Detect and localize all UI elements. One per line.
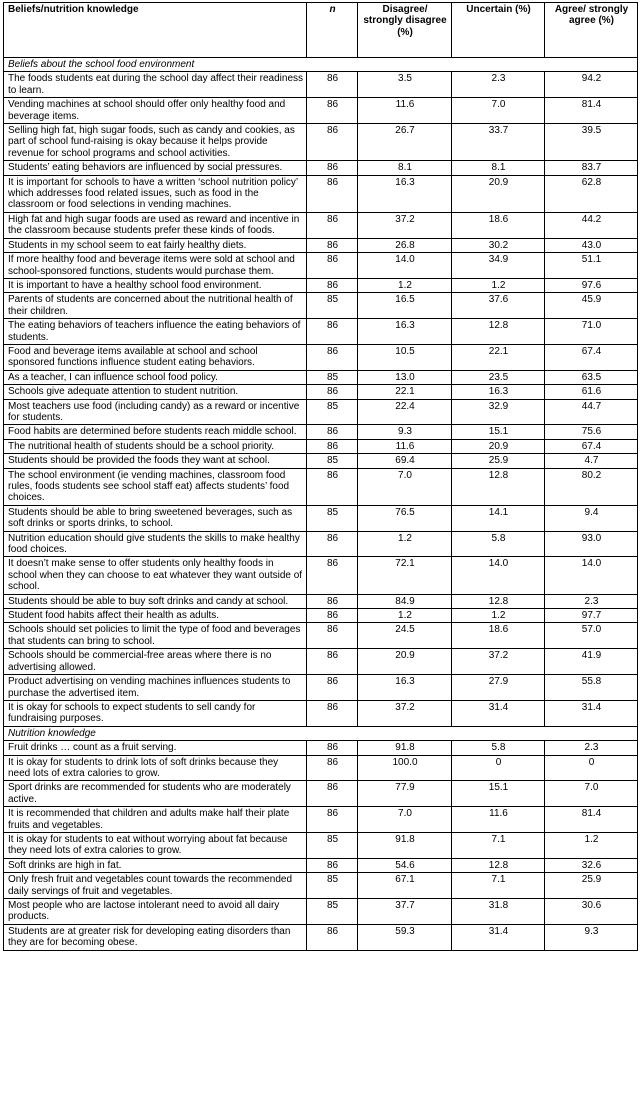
agree-cell: 14.0 [545,557,638,594]
uncertain-cell: 12.8 [452,319,545,345]
n-cell: 86 [307,557,358,594]
agree-cell: 4.7 [545,454,638,468]
table-row [4,238,638,252]
agree-cell: 25.9 [545,873,638,899]
survey-table [3,2,638,951]
agree-cell: 97.6 [545,278,638,292]
agree-cell: 45.9 [545,293,638,319]
agree-cell: 93.0 [545,531,638,557]
table-row [4,370,638,384]
statement-cell: It doesn’t make sense to offer students only healthy foods in school when they can choose to eat whatever they want outside of school. [4,557,307,594]
agree-cell: 57.0 [545,623,638,649]
n-cell: 86 [307,755,358,781]
statement-cell: Soft drinks are high in fat. [4,858,307,872]
disagree-cell: 1.2 [358,531,452,557]
n-cell: 86 [307,649,358,675]
uncertain-cell: 23.5 [452,370,545,384]
uncertain-cell: 20.9 [452,439,545,453]
uncertain-cell: 32.9 [452,399,545,425]
table-row [4,873,638,899]
agree-cell: 67.4 [545,439,638,453]
table-row [4,505,638,531]
uncertain-cell: 33.7 [452,124,545,161]
statement-cell: Students’ eating behaviors are influenced by social pressures. [4,161,307,175]
n-cell: 86 [307,468,358,505]
agree-cell: 0 [545,755,638,781]
disagree-cell: 7.0 [358,468,452,505]
table-row [4,253,638,279]
uncertain-cell: 1.2 [452,609,545,623]
n-cell: 86 [307,807,358,833]
statement-cell: It is recommended that children and adults make half their plate fruits and vegetables. [4,807,307,833]
agree-cell: 75.6 [545,425,638,439]
table-row [4,439,638,453]
disagree-cell: 37.2 [358,700,452,726]
disagree-cell: 1.2 [358,278,452,292]
n-cell: 86 [307,278,358,292]
disagree-cell: 77.9 [358,781,452,807]
statement-cell: As a teacher, I can influence school food policy. [4,370,307,384]
uncertain-cell: 31.4 [452,700,545,726]
disagree-cell: 22.1 [358,385,452,399]
uncertain-cell: 34.9 [452,253,545,279]
statement-cell: Product advertising on vending machines influences students to purchase the advertised item. [4,675,307,701]
statement-cell: It is okay for students to eat without worrying about fat because they need lots of extra calories to grow. [4,832,307,858]
statement-cell: High fat and high sugar foods are used as reward and incentive in the classroom because students prefer these kinds of foods. [4,212,307,238]
table-row [4,161,638,175]
uncertain-cell: 12.8 [452,858,545,872]
table-row [4,675,638,701]
table-row [4,175,638,212]
disagree-cell: 8.1 [358,161,452,175]
n-cell: 86 [307,161,358,175]
disagree-cell: 13.0 [358,370,452,384]
disagree-cell: 16.3 [358,175,452,212]
n-cell: 86 [307,238,358,252]
table-row [4,293,638,319]
header-uncertain: Uncertain (%) [452,3,545,58]
disagree-cell: 22.4 [358,399,452,425]
agree-cell: 31.4 [545,700,638,726]
table-row [4,557,638,594]
statement-cell: Sport drinks are recommended for students who are moderately active. [4,781,307,807]
agree-cell: 97.7 [545,609,638,623]
n-cell: 85 [307,454,358,468]
statement-cell: Most teachers use food (including candy) as a reward or incentive for students. [4,399,307,425]
statement-cell: It is okay for students to drink lots of soft drinks because they need lots of extra calories to grow. [4,755,307,781]
statement-cell: The foods students eat during the school day affect their readiness to learn. [4,72,307,98]
agree-cell: 63.5 [545,370,638,384]
uncertain-cell: 7.1 [452,873,545,899]
uncertain-cell: 31.8 [452,899,545,925]
agree-cell: 71.0 [545,319,638,345]
agree-cell: 30.6 [545,899,638,925]
disagree-cell: 76.5 [358,505,452,531]
table-row [4,98,638,124]
agree-cell: 1.2 [545,832,638,858]
n-cell: 86 [307,675,358,701]
agree-cell: 62.8 [545,175,638,212]
table-row [4,425,638,439]
table-row [4,609,638,623]
uncertain-cell: 2.3 [452,72,545,98]
disagree-cell: 9.3 [358,425,452,439]
n-cell: 86 [307,175,358,212]
agree-cell: 83.7 [545,161,638,175]
uncertain-cell: 1.2 [452,278,545,292]
uncertain-cell: 14.0 [452,557,545,594]
statement-cell: Schools give adequate attention to student nutrition. [4,385,307,399]
agree-cell: 39.5 [545,124,638,161]
uncertain-cell: 30.2 [452,238,545,252]
table-row [4,649,638,675]
n-cell: 86 [307,72,358,98]
disagree-cell: 37.2 [358,212,452,238]
uncertain-cell: 18.6 [452,623,545,649]
table-row [4,755,638,781]
disagree-cell: 59.3 [358,924,452,950]
n-cell: 86 [307,425,358,439]
disagree-cell: 14.0 [358,253,452,279]
table-row [4,531,638,557]
table-row [4,924,638,950]
table-row [4,344,638,370]
n-cell: 86 [307,858,358,872]
disagree-cell: 37.7 [358,899,452,925]
n-cell: 86 [307,924,358,950]
table-row [4,858,638,872]
uncertain-cell: 14.1 [452,505,545,531]
table-row [4,741,638,755]
uncertain-cell: 16.3 [452,385,545,399]
n-cell: 85 [307,370,358,384]
uncertain-cell: 20.9 [452,175,545,212]
disagree-cell: 16.3 [358,675,452,701]
agree-cell: 9.3 [545,924,638,950]
n-cell: 86 [307,594,358,608]
agree-cell: 41.9 [545,649,638,675]
n-cell: 85 [307,293,358,319]
uncertain-cell: 11.6 [452,807,545,833]
statement-cell: Food habits are determined before students reach middle school. [4,425,307,439]
table-row [4,385,638,399]
statement-cell: Student food habits affect their health as adults. [4,609,307,623]
statement-cell: Selling high fat, high sugar foods, such as candy and cookies, as part of school fund-raising is okay because it helps provide revenue for school programs and school activities. [4,124,307,161]
disagree-cell: 91.8 [358,832,452,858]
agree-cell: 44.7 [545,399,638,425]
table-row [4,832,638,858]
disagree-cell: 67.1 [358,873,452,899]
agree-cell: 94.2 [545,72,638,98]
table-row [4,124,638,161]
table-row [4,781,638,807]
statement-cell: Nutrition education should give students the skills to make healthy food choices. [4,531,307,557]
table-row [4,319,638,345]
disagree-cell: 100.0 [358,755,452,781]
n-cell: 86 [307,439,358,453]
n-cell: 86 [307,700,358,726]
n-cell: 86 [307,319,358,345]
statement-cell: Schools should be commercial-free areas where there is no advertising allowed. [4,649,307,675]
statement-cell: It is important for schools to have a written ‘school nutrition policy’ which addresses food related issues, such as food in the classroom or food selections in vending machines. [4,175,307,212]
disagree-cell: 91.8 [358,741,452,755]
agree-cell: 32.6 [545,858,638,872]
disagree-cell: 54.6 [358,858,452,872]
header-disagree: Disagree/ strongly disagree (%) [358,3,452,58]
uncertain-cell: 15.1 [452,425,545,439]
agree-cell: 9.4 [545,505,638,531]
disagree-cell: 7.0 [358,807,452,833]
disagree-cell: 11.6 [358,98,452,124]
uncertain-cell: 12.8 [452,594,545,608]
uncertain-cell: 8.1 [452,161,545,175]
disagree-cell: 24.5 [358,623,452,649]
uncertain-cell: 7.1 [452,832,545,858]
uncertain-cell: 18.6 [452,212,545,238]
statement-cell: Parents of students are concerned about the nutritional health of their children. [4,293,307,319]
table-row [4,468,638,505]
disagree-cell: 84.9 [358,594,452,608]
statement-cell: The eating behaviors of teachers influence the eating behaviors of students. [4,319,307,345]
disagree-cell: 3.5 [358,72,452,98]
statement-cell: If more healthy food and beverage items were sold at school and school-sponsored functions, students would purchase them. [4,253,307,279]
statement-cell: Students in my school seem to eat fairly healthy diets. [4,238,307,252]
n-cell: 86 [307,98,358,124]
agree-cell: 67.4 [545,344,638,370]
disagree-cell: 69.4 [358,454,452,468]
table-row [4,807,638,833]
disagree-cell: 26.8 [358,238,452,252]
disagree-cell: 26.7 [358,124,452,161]
n-cell: 86 [307,212,358,238]
disagree-cell: 10.5 [358,344,452,370]
n-cell: 86 [307,253,358,279]
table-row [4,700,638,726]
table-row [4,454,638,468]
section-title: Beliefs about the school food environment [4,58,638,72]
header-n: n [307,3,358,58]
agree-cell: 81.4 [545,807,638,833]
n-cell: 86 [307,385,358,399]
table-row [4,594,638,608]
uncertain-cell: 31.4 [452,924,545,950]
n-cell: 86 [307,531,358,557]
n-cell: 86 [307,781,358,807]
agree-cell: 55.8 [545,675,638,701]
uncertain-cell: 5.8 [452,531,545,557]
header-statement: Beliefs/nutrition knowledge [4,3,307,58]
section-title: Nutrition knowledge [4,726,638,740]
statement-cell: Vending machines at school should offer only healthy food and beverage items. [4,98,307,124]
agree-cell: 2.3 [545,594,638,608]
agree-cell: 2.3 [545,741,638,755]
disagree-cell: 16.3 [358,319,452,345]
section-row [4,726,638,740]
uncertain-cell: 0 [452,755,545,781]
n-cell: 85 [307,505,358,531]
agree-cell: 43.0 [545,238,638,252]
table-row [4,899,638,925]
uncertain-cell: 25.9 [452,454,545,468]
disagree-cell: 72.1 [358,557,452,594]
agree-cell: 7.0 [545,781,638,807]
n-cell: 85 [307,873,358,899]
uncertain-cell: 37.2 [452,649,545,675]
table-row [4,212,638,238]
statement-cell: Students are at greater risk for developing eating disorders than they are for becoming obese. [4,924,307,950]
statement-cell: Students should be provided the foods they want at school. [4,454,307,468]
agree-cell: 61.6 [545,385,638,399]
agree-cell: 51.1 [545,253,638,279]
n-cell: 85 [307,399,358,425]
statement-cell: Fruit drinks … count as a fruit serving. [4,741,307,755]
uncertain-cell: 12.8 [452,468,545,505]
statement-cell: Only fresh fruit and vegetables count towards the recommended daily servings of fruit and vegetables. [4,873,307,899]
table-row [4,399,638,425]
agree-cell: 81.4 [545,98,638,124]
uncertain-cell: 22.1 [452,344,545,370]
header-agree: Agree/ strongly agree (%) [545,3,638,58]
statement-cell: Students should be able to buy soft drinks and candy at school. [4,594,307,608]
header-row [4,3,638,58]
n-cell: 86 [307,124,358,161]
statement-cell: Most people who are lactose intolerant need to avoid all dairy products. [4,899,307,925]
disagree-cell: 20.9 [358,649,452,675]
uncertain-cell: 5.8 [452,741,545,755]
statement-cell: The school environment (ie vending machines, classroom food rules, foods students see school staff eat) affects students’ food choices. [4,468,307,505]
disagree-cell: 1.2 [358,609,452,623]
uncertain-cell: 27.9 [452,675,545,701]
statement-cell: Schools should set policies to limit the type of food and beverages that students can bring to school. [4,623,307,649]
table-row [4,72,638,98]
section-row [4,58,638,72]
n-cell: 86 [307,609,358,623]
statement-cell: Students should be able to bring sweetened beverages, such as soft drinks or sports drinks, to school. [4,505,307,531]
disagree-cell: 11.6 [358,439,452,453]
n-cell: 85 [307,832,358,858]
statement-cell: It is important to have a healthy school food environment. [4,278,307,292]
agree-cell: 44.2 [545,212,638,238]
statement-cell: Food and beverage items available at school and school sponsored functions influence student eating behaviors. [4,344,307,370]
n-cell: 86 [307,741,358,755]
n-cell: 85 [307,899,358,925]
table-row [4,623,638,649]
statement-cell: The nutritional health of students should be a school priority. [4,439,307,453]
table-row [4,278,638,292]
uncertain-cell: 15.1 [452,781,545,807]
uncertain-cell: 7.0 [452,98,545,124]
n-cell: 86 [307,623,358,649]
disagree-cell: 16.5 [358,293,452,319]
n-cell: 86 [307,344,358,370]
uncertain-cell: 37.6 [452,293,545,319]
agree-cell: 80.2 [545,468,638,505]
statement-cell: It is okay for schools to expect students to sell candy for fundraising purposes. [4,700,307,726]
